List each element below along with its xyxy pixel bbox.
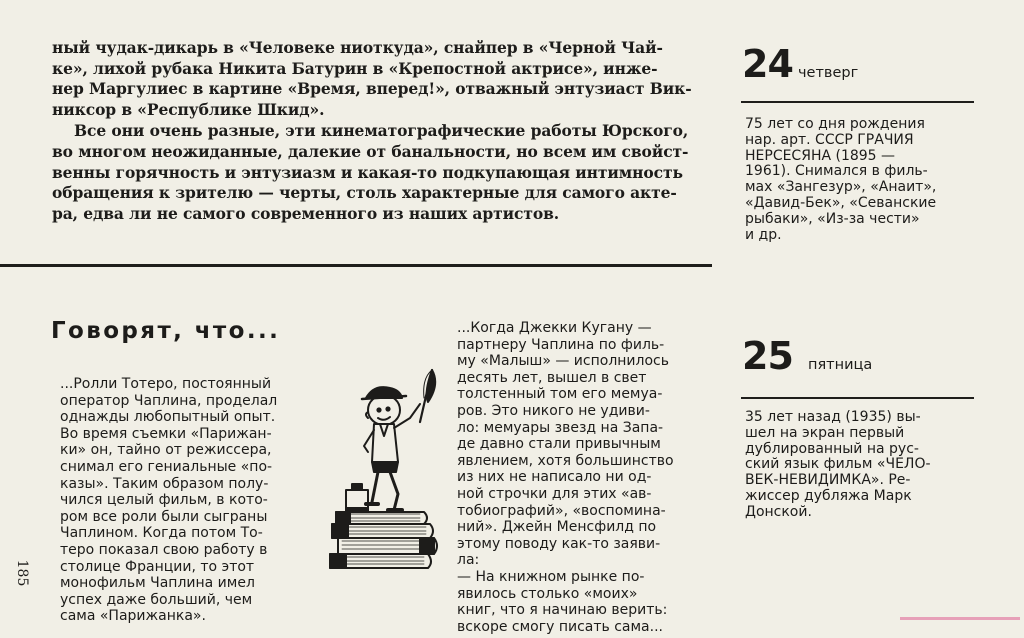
text-line: книг, что я начинаю верить: <box>457 602 668 619</box>
text-line: успех даже больший, чем <box>60 591 253 608</box>
text-line: ки» он, тайно от режиссера, <box>60 442 272 459</box>
text-line: ский язык фильм «ЧЕЛО- <box>745 456 931 473</box>
text-line: никсор в «Республике Шкид». <box>52 99 325 119</box>
text-line: 35 лет назад (1935) вы- <box>745 409 921 425</box>
text-line: чился целый фильм, в кото- <box>60 492 268 509</box>
calendar-date-24 <box>742 44 858 84</box>
text-line: теро показал свою работу в <box>60 541 268 558</box>
text-line: ров. Это никого не удиви- <box>457 402 650 419</box>
text-line: ...Ролли Тотеро, постоянный <box>60 376 272 392</box>
text-line: ной строчки для этих «ав- <box>457 485 652 502</box>
page-number: 185 <box>14 559 30 587</box>
text-line: ке», лихой рубака Никита Батурин в «Крепостной актрисе», инже- <box>52 58 658 78</box>
weekday-label: пятница <box>807 357 873 373</box>
text-line: явлением, хотя большинство <box>457 452 674 469</box>
text-line: однажды любопытный опыт. <box>60 409 276 426</box>
text-line: ром все роли были сыграны <box>60 508 268 525</box>
text-line: столице Франции, то этот <box>60 558 255 575</box>
text-line: ВЕК-НЕВИДИМКА». Ре- <box>745 472 911 489</box>
text-line: мах «Зангезур», «Анаит», <box>745 179 937 196</box>
text-line: партнеру Чаплина по филь- <box>457 336 665 353</box>
text-line: де давно стали привычным <box>457 436 661 453</box>
section-divider <box>0 264 712 267</box>
top-article <box>52 38 712 224</box>
text-line: му «Малыш» — исполнилось <box>457 353 669 370</box>
text-line: — На книжном рынке по- <box>457 568 645 585</box>
article-paragraph-1 <box>52 38 712 120</box>
text-line: казы». Таким образом полу- <box>60 475 269 492</box>
text-line: венны горячность и энтузиазм и какая-то подкупающая интимность <box>52 162 683 182</box>
text-line: во многом неожиданные, далекие от банальности, но всем им свойст- <box>52 141 689 161</box>
article-paragraph-2 <box>52 121 712 224</box>
text-line: ний». Джейн Менсфилд по <box>457 519 657 536</box>
text-line: «Давид-Бек», «Севанские <box>745 194 937 211</box>
text-line: тобиографий», «воспомина- <box>457 502 666 519</box>
text-line: вскоре смогу писать сама... <box>457 618 663 635</box>
text-line: Все они очень разные, эти кинематографические работы Юрского, <box>74 121 689 141</box>
rumors-right-column <box>457 320 713 635</box>
boy-with-pen-on-books-illustration <box>324 362 446 572</box>
calendar-note-25 <box>745 410 975 521</box>
calendar-divider <box>741 397 974 399</box>
text-line: обращения к зрителю — черты, столь характерные для самого акте- <box>52 183 677 203</box>
rumors-left-column <box>60 376 310 625</box>
text-line: шел на экран первый <box>745 424 905 441</box>
text-line: жиссер дубляжа Марк <box>745 487 912 504</box>
text-line: НЕРСЕСЯНА (1895 — <box>745 147 896 164</box>
text-line: ...Когда Джекки Кугану — <box>457 320 652 336</box>
edge-mark <box>900 617 1020 620</box>
text-line: рыбаки», «Из-за чести» <box>745 210 920 227</box>
text-line: и др. <box>745 226 782 243</box>
calendar-note-24 <box>745 117 975 243</box>
calendar-date-25 <box>742 336 872 376</box>
text-line: оператор Чаплина, проделал <box>60 392 278 409</box>
text-line: ра, едва ли не самого современного из наших артистов. <box>52 203 560 223</box>
text-line: 1961). Снимался в филь- <box>745 163 928 180</box>
text-line: явилось столько «моих» <box>457 585 638 602</box>
text-line: Донской. <box>745 503 812 520</box>
text-line: сама «Парижанка». <box>60 608 206 625</box>
text-line: Во время съемки «Парижан- <box>60 425 272 442</box>
text-line: 75 лет со дня рождения <box>745 116 925 132</box>
weekday-label: четверг <box>797 65 859 81</box>
day-number: 24 <box>742 42 793 86</box>
text-line: ла: <box>457 552 480 569</box>
text-line: снимал его гениальные «по- <box>60 458 273 475</box>
text-line: ный чудак-дикарь в «Человеке ниоткуда», снайпер в «Черной Чай- <box>52 38 663 57</box>
text-line: десять лет, вышел в свет <box>457 369 647 386</box>
calendar-divider <box>741 101 974 103</box>
text-line: дублированный на рус- <box>745 440 919 457</box>
text-line: из них не написало ни од- <box>457 469 652 486</box>
section-heading: Говорят, что... <box>51 318 281 344</box>
text-line: этому поводу как-то заяви- <box>457 535 661 552</box>
text-line: нар. арт. СССР ГРАЧИЯ <box>745 131 914 148</box>
text-line: монофильм Чаплина имел <box>60 575 255 592</box>
text-line: толстенный том его мемуа- <box>457 386 663 403</box>
text-line: ло: мемуары звезд на Запа- <box>457 419 664 436</box>
text-line: Чаплином. Когда потом То- <box>60 525 263 542</box>
day-number: 25 <box>742 334 793 378</box>
text-line: нер Маргулиес в картине «Время, вперед!», отважный энтузиаст Вик- <box>52 79 692 99</box>
